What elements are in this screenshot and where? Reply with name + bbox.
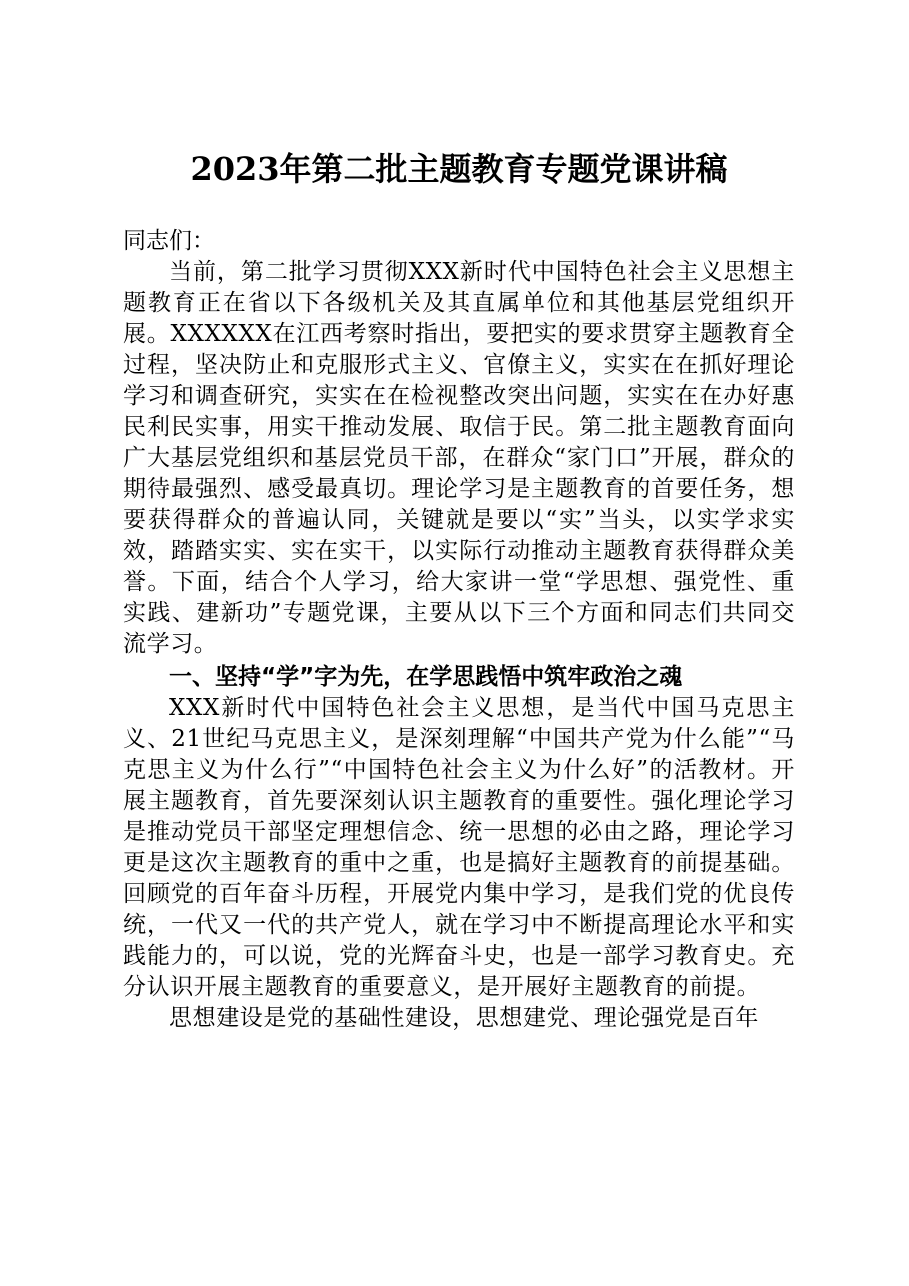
document-title: 2023年第二批主题教育专题党课讲稿 — [190, 150, 728, 188]
intro-paragraph: 当前，第二批学习贯彻XXX新时代中国特色社会主义思想主题教育正在省以下各级机关及其直属单位和其他基层党组织开展。XXXXXX在江西考察时指出，要把实的要求贯穿主题教育全过程，坚决防止和克服形式主义、官僚主义，实实在在抓好理论学习和调查研究，实实在在检视整改突出问题，实实在在办好惠民利民实事，用实干推动发展、取信于民。第二批主题教育面向广大基层党组织和基层党员干部，在群众“家门口”开展，群众的期待最强烈、感受最真切。理论学习是主题教育的首要任务，想要获得群众的普遍认同，关键就是要以“实”当头，以实学求实效，踏踏实实、实在实干，以实际行动推动主题教育获得群众美誉。下面，结合个人学习，给大家讲一堂“学思想、强党性、重实践、建新功”专题党课，主要从以下三个方面和同志们共同交流学习。 — [123, 259, 795, 658]
salutation: 同志们： — [123, 228, 215, 255]
section1-paragraph-1: XXX新时代中国特色社会主义思想，是当代中国马克思主义、21世纪马克思主义，是深刻理解“中国共产党为什么能”“马克思主义为什么行”“中国特色社会主义为什么好”的活教材。开展主题教育，首先要深刻认识主题教育的重要性。强化理论学习是推动党员干部坚定理想信念、统一思想的必由之路，理论学习更是这次主题教育的重中之重，也是搞好主题教育的前提基础。回顾党的百年奋斗历程，开展党内集中学习，是我们党的优良传统，一代又一代的共产党人，就在学习中不断提高理论水平和实践能力的，可以说，党的光辉奋斗史，也是一部学习教育史。充分认识开展主题教育的重要意义，是开展好主题教育的前提。 — [123, 695, 795, 1001]
section1-paragraph-2: 思想建设是党的基础性建设，思想建党、理论强党是百年 — [169, 1005, 759, 1032]
document-page — [123, 150, 795, 1034]
section-heading-1: 一、坚持“学”字为先，在学思践悟中筑牢政治之魂 — [169, 664, 683, 691]
